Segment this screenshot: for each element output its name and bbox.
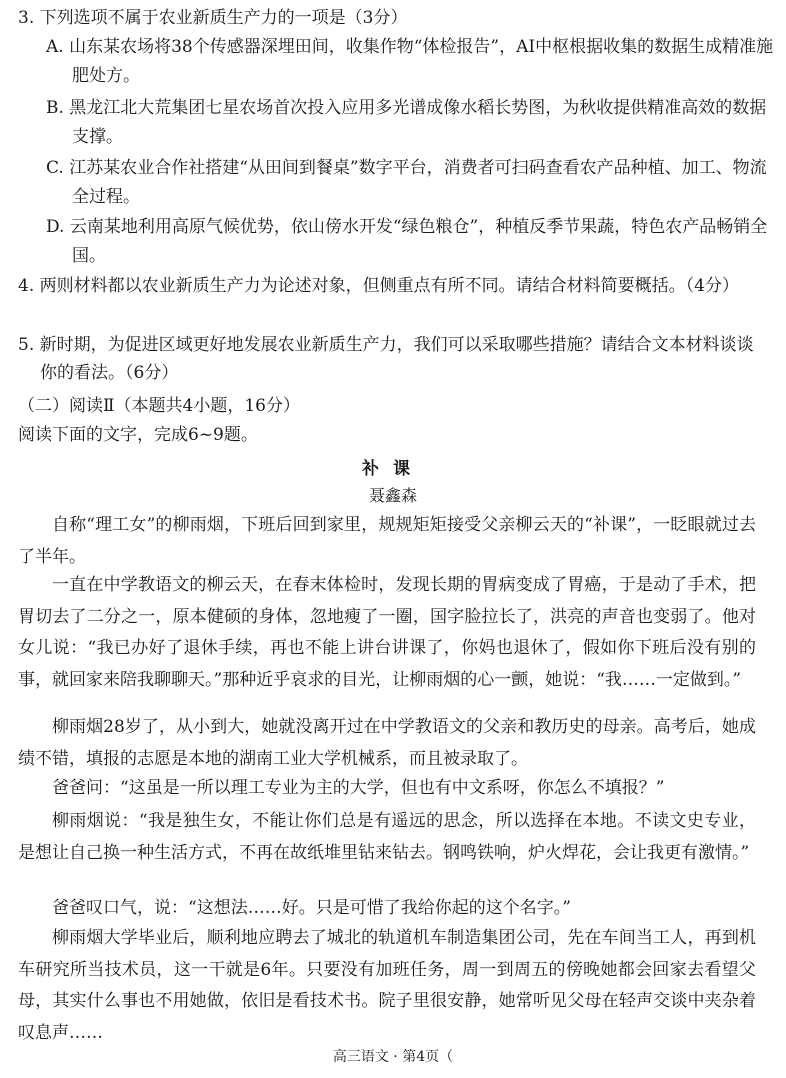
article-paragraph: 柳雨烟大学毕业后，顺利地应聘去了城北的轨道机车制造集团公司，先在车间当工人，再到机车研究所当技术员，这一干就是6年。只要没有加班任务，周一到周五的傍晚她都会回家去看望父母，其实什么事也不用她做，依旧是看技术书。院子里很安静，她常听见父母在轻声交谈中夹杂着叹息声…… [18,928,756,1043]
article-paragraph: 爸爸问：“这虽是一所以理工专业为主的大学，但也有中文系呀，你怎么不填报？” [52,778,665,798]
article-paragraph: 自称“理工女”的柳雨烟，下班后回到家里，规规矩矩接受父亲柳云天的“补课”，一眨眼就过去了半年。 [18,515,756,567]
question-3-option-b: B. 黑龙江北大荒集团七星农场首次投入应用多光谱成像水稻长势图，为秋收提供精准高效的数据支撑。 [46,98,767,147]
question-3-stem: 3. 下列选项不属于农业新质生产力的一项是（3分） [18,8,408,28]
question-3-option-a: A. 山东某农场将38个传感器深埋田间，收集作物“体检报告”，AI中枢根据收集的数据生成精准施肥处方。 [46,37,774,86]
question-3-option-c: C. 江苏某农业合作社搭建“从田间到餐桌”数字平台，消费者可扫码查看农产品种植、加工、物流全过程。 [46,158,767,207]
article-paragraph: 柳雨烟说：“我是独生女，不能让你们总是有遥远的思念，所以选择在本地。不读文史专业，是想让自己换一种生活方式，不再在故纸堆里钻来钻去。钢鸣铁响，炉火焊花，会让我更有激情。” [18,811,756,863]
question-4: 4. 两则材料都以农业新质生产力为论述对象，但侧重点有所不同。请结合材料简要概括。（4分） [18,276,739,296]
article-title: 补课 [362,459,424,479]
article-paragraph: 爸爸叹口气，说：“这想法……好。只是可惜了我给你起的这个名字。” [52,898,571,918]
article-paragraph: 一直在中学教语文的柳云天，在春末体检时，发现长期的胃病变成了胃癌，于是动了手术，把胃切去了二分之一，原本健硕的身体，忽地瘦了一圈，国字脸拉长了，洪亮的声音也变弱了。他对女儿说：“我已办好了退休手续，再也不能上讲台讲课了，你妈也退休了，假如你下班后没有别的事，就回家来陪我聊聊天。”那种近乎哀求的目光，让柳雨烟的心一颤，她说：“我……一定做到。” [18,575,756,690]
question-3-option-d: D. 云南某地利用高原气候优势，依山傍水开发“绿色粮仓”，种植反季节果蔬，特色农产品畅销全国。 [46,217,768,266]
question-5: 5. 新时期，为促进区域更好地发展农业新质生产力，我们可以采取哪些措施？请结合文本材料谈谈你的看法。（6分） [18,335,754,383]
article-paragraph: 柳雨烟28岁了，从小到大，她就没离开过在中学教语文的父亲和教历史的母亲。高考后，她成绩不错，填报的志愿是本地的湖南工业大学机械系，而且被录取了。 [18,717,756,769]
article-author: 聂鑫森 [368,486,417,505]
page-footer: 高三语文 · 第4页（ [332,1049,454,1065]
section-instruction: 阅读下面的文字，完成6~9题。 [18,425,258,445]
section-heading: （二）阅读Ⅱ（本题共4小题，16分） [18,396,301,416]
